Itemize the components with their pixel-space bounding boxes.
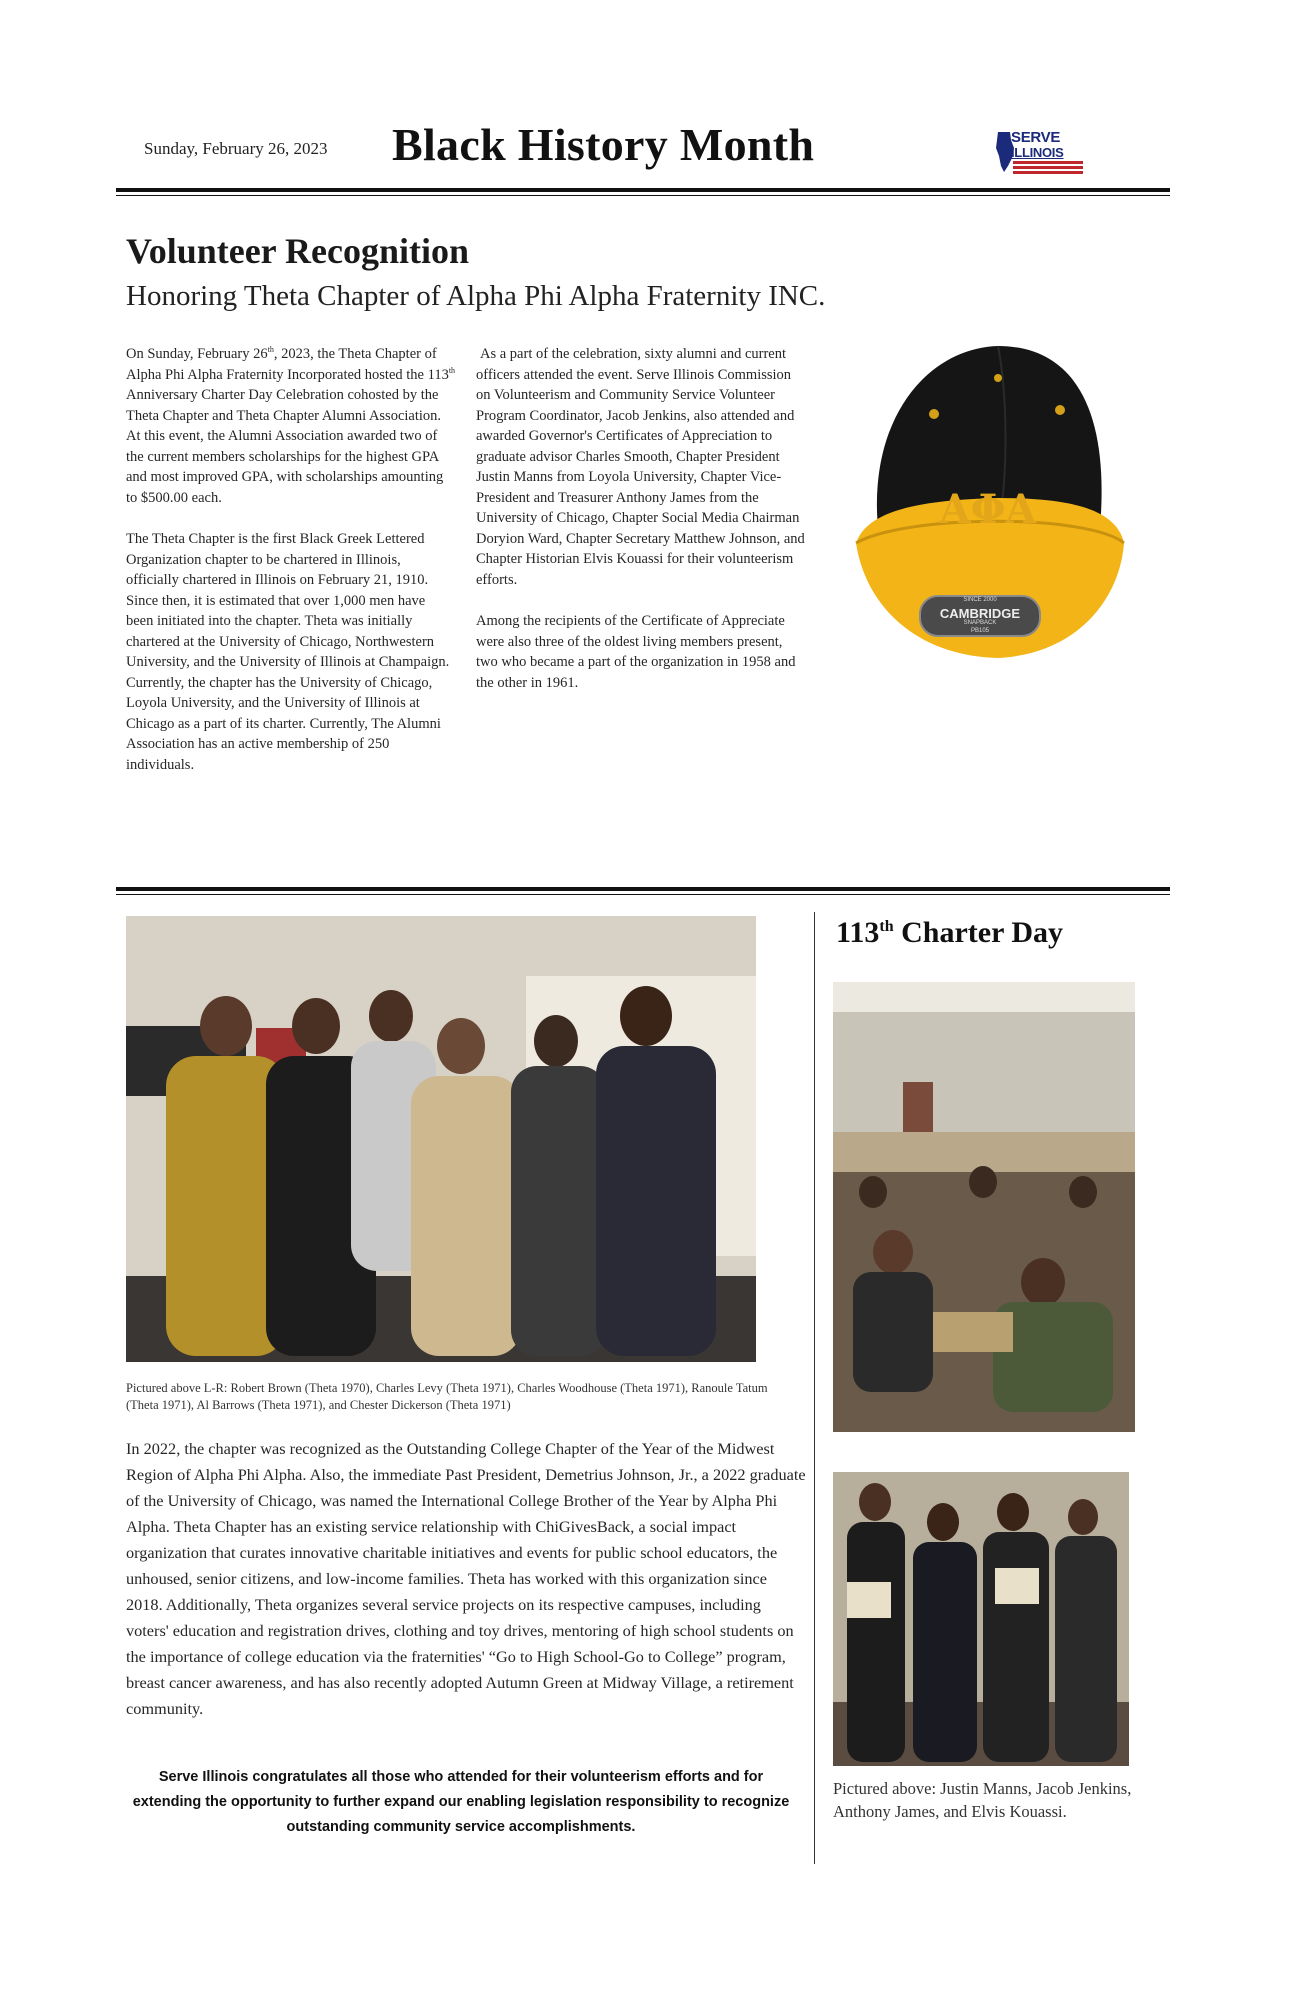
cap-label-brand: CAMBRIDGE — [939, 606, 1021, 621]
article-subtitle: Honoring Theta Chapter of Alpha Phi Alpha Fraternity INC. — [126, 280, 826, 312]
certificate-recipients-photo — [833, 1472, 1129, 1766]
header-rule-thin — [116, 195, 1170, 196]
cap-label-code: PB105 — [970, 628, 989, 634]
cap-letters: ΑΦΑ — [939, 486, 1037, 533]
serve-illinois-logo — [995, 130, 1085, 176]
flag-stripes-icon — [1013, 161, 1083, 175]
paragraph: Among the recipients of the Certificate of Appreciate were also three of the oldest living members present, two who became a part of the organization in 1958 and the other in 1961. — [476, 613, 796, 691]
article-column-1 — [126, 344, 456, 796]
article-column-2 — [476, 344, 806, 714]
masthead-title: Black History Month — [392, 119, 815, 170]
section-rule-thin — [116, 894, 1170, 895]
paragraph: On Sunday, February 26th, 2023, the Theta Chapter of Alpha Phi Alpha Fraternity Incorporated hosted the 113th Anniversary Charter Day Celebration cohosted by the Theta Chapter and Theta Chapter Alumni Association. At this event, the Alumni Association awarded two of the current members scholarships for the highest GPA and most improved GPA, with scholarships amounting to $500.00 each. — [126, 345, 456, 506]
charter-day-banquet-photo — [833, 982, 1135, 1432]
issue-date: Sunday, February 26, 2023 — [144, 139, 328, 158]
fraternity-cap-photo — [848, 338, 1128, 680]
paragraph: As a part of the celebration, sixty alumni and current officers attended the event. Serve Illinois Commission on Volunteerism and Community Service Volunteer Program Coordinator, Jacob Jenkins, also attended and awarded Governor's Certificates of Appreciation to graduate advisor Charles Smooth, Chapter President Justin Manns from Loyola University, Chapter Vice-President and Treasurer Anthony James from the University of Chicago, Chapter Social Media Chairman Doryion Ward, Chapter Secretary Matthew Johnson, and Chapter Historian Elvis Kouassi for their volunteerism efforts. — [476, 346, 805, 588]
logo-text-serve: SERVE — [1011, 129, 1061, 146]
article-title: Volunteer Recognition — [126, 231, 470, 271]
logo-text-illinois: ILLINOIS — [1011, 145, 1064, 160]
cap-label-since: SINCE 2000 — [963, 597, 997, 603]
paragraph: The Theta Chapter is the first Black Greek Lettered Organization chapter to be chartered in Illinois, officially chartered in Illinois on February 21, 1910. Since then, it is estimated that over 1,000 men have been initiated into the chapter. Theta was initially chartered at the University of Chicago, Northwestern University, and the University of Illinois at Champaign. Currently, the chapter has the University of Chicago, Loyola University, and the University of Illinois at Chicago as a part of its charter. Currently, The Alumni Association has an active membership of 250 individuals. — [126, 531, 450, 773]
sidebar-heading: 113th Charter Day — [836, 916, 1064, 949]
recipients-photo-caption: Pictured above: Justin Manns, Jacob Jenkins, Anthony James, and Elvis Kouassi. — [833, 1779, 1132, 1821]
alumni-group-photo — [126, 916, 756, 1362]
cap-label-snapback: SNAPBACK — [963, 620, 997, 626]
header-rule-thick — [116, 188, 1170, 192]
group-photo-caption: Pictured above L-R: Robert Brown (Theta 1970), Charles Levy (Theta 1971), Charles Woodhouse (Theta 1971), Ranoule Tatum (Theta 1971), Al Barrows (Theta 1971), and Chester Dickerson (Theta 1971) — [126, 1381, 768, 1412]
congratulations-note: Serve Illinois congratulates all those who attended for their volunteerism efforts and for extending the opportunity to further expand our enabling legislation responsibility to recognize outstanding community service accomplishments. — [132, 1769, 790, 1835]
article-body-lower: In 2022, the chapter was recognized as the Outstanding College Chapter of the Year of the Midwest Region of Alpha Phi Alpha. Also, the immediate Past President, Demetrius Johnson, Jr., a 2022 graduate of the University of Chicago, was named the International College Brother of the Year by Alpha Phi Alpha. Theta Chapter has an existing service relationship with ChiGivesBack, a social impact organization that curates innovative charitable initiatives and events for public school educators, the unhoused, senior citizens, and low-income families. Theta has worked with this organization since 2018. Additionally, Theta organizes several service projects on its respective campuses, including voters' education and registration drives, clothing and toy drives, mentoring of high school students on the importance of college education via the fraternities' “Go to High School-Go to College” program, breast cancer awareness, and has also recently adopted Autumn Green at Midway Village, a retirement community. — [126, 1439, 806, 1718]
sidebar-divider — [814, 912, 815, 1864]
section-rule-thick — [116, 887, 1170, 891]
